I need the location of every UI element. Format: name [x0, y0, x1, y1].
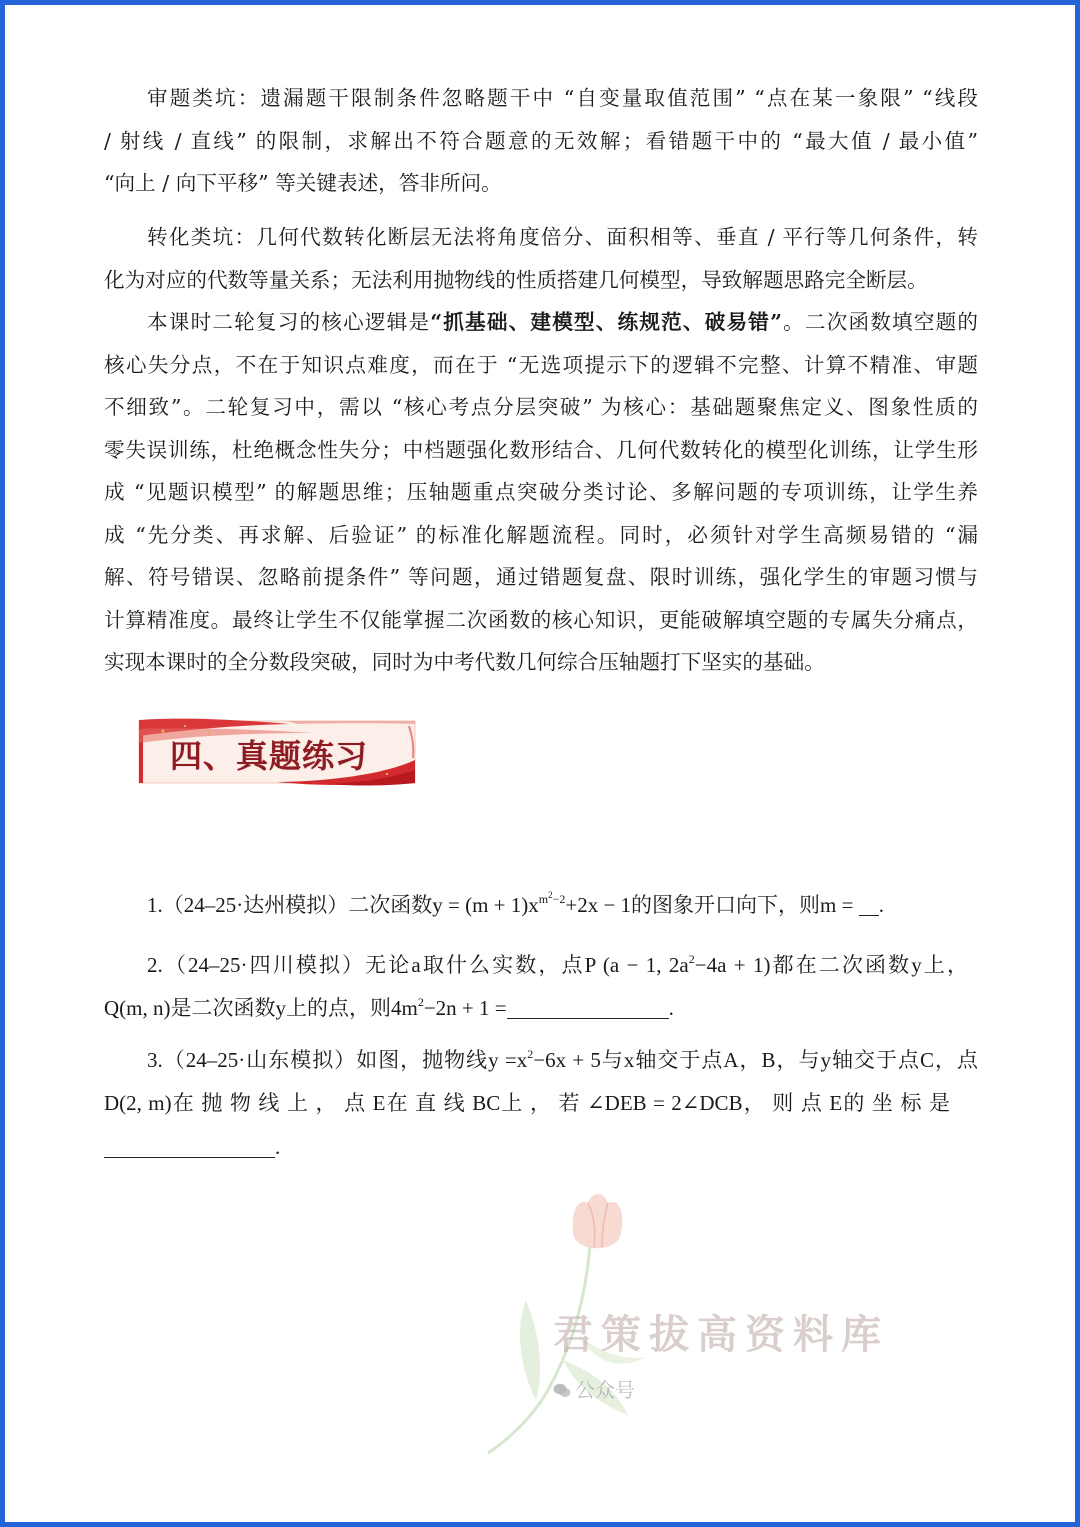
question-3-line-1: [147, 1045, 978, 1075]
question-text: −4a + 1)都在二次函数y上，: [694, 953, 968, 977]
exponent: [539, 892, 566, 906]
answer-blank: [104, 1137, 275, 1158]
body-line: 实现本课时的全分数段突破，同时为中考代数几何综合压轴题打下坚实的基础。: [104, 650, 825, 674]
question-end: .: [275, 1135, 281, 1159]
question-text: +2x − 1的图象开口向下，则m =: [565, 893, 859, 917]
answer-blank: [859, 895, 879, 916]
exponent-power: 2: [548, 890, 553, 900]
body-line: 成 “见题识模型” 的解题思维；压轴题重点突破分类讨论、多解问题的专项训练，让学生养: [104, 480, 978, 504]
key-logic-bold: “抓基础、建模型、练规范、破易错”: [430, 310, 782, 334]
body-line: “向上 / 向下平移” 等关键表述，答非所问。: [104, 171, 502, 195]
body-line: 核心失分点，不在于知识点难度，而在于 “无选项提示下的逻辑不完整、计算不精准、审题: [104, 353, 978, 377]
question-2-line-1: [147, 950, 968, 980]
body-line: 转化类坑：几何代数转化断层无法将角度倍分、面积相等、垂直 / 平行等几何条件，转: [147, 225, 978, 249]
body-line: 成 “先分类、再求解、后验证” 的标准化解题流程。同时，必须针对学生高频易错的 “漏: [104, 523, 978, 547]
body-text: 。二次函数填空题的: [781, 310, 979, 334]
question-3-line-2: D(2, m)在 抛 物 线 上 ， 点 E在 直 线 BC上 ， 若 ∠DEB = 2∠DCB， 则 点 E的 坐 标 是: [104, 1091, 950, 1115]
wechat-icon: [553, 1383, 571, 1398]
exponent: 2: [527, 1047, 534, 1061]
body-line: 计算精准度。最终让学生不仅能掌握二次函数的核心知识，更能破解填空题的专属失分痛点，: [104, 608, 978, 632]
exponent: 2: [417, 995, 424, 1009]
body-line: [147, 307, 978, 337]
watermark-title: 君策拔高资料库: [553, 1312, 889, 1358]
question-text: 3.（24–25·山东模拟）如图，抛物线y =x: [147, 1048, 528, 1072]
section-banner: [137, 718, 417, 786]
body-line: 零失误训练，杜绝概念性失分；中档题强化数形结合、几何代数转化的模型化训练，让学生形: [104, 438, 978, 462]
question-text: 1.（24–25·达州模拟）二次函数y = (m + 1)x: [147, 893, 539, 917]
question-end: .: [668, 996, 674, 1020]
watermark-subtitle-text: 公众号: [575, 1378, 635, 1402]
watermark-subtitle: [553, 1376, 635, 1404]
body-line: 审题类坑：遗漏题干限制条件忽略题干中 “自变量取值范围” “点在某一象限” “线段: [147, 86, 978, 110]
exponent-base: m: [538, 892, 549, 906]
question-text: 2.（24–25·四川模拟）无论a取什么实数，点P (a − 1, 2a: [147, 953, 689, 977]
exponent: 2: [688, 952, 695, 966]
body-text: 本课时二轮复习的核心逻辑是: [147, 310, 431, 334]
body-line: / 射线 / 直线” 的限制，求解出不符合题意的无效解；看错题干中的 “最大值 / 最小值”: [104, 129, 978, 153]
answer-blank: [507, 998, 669, 1019]
body-line: 解、符号错误、忽略前提条件” 等问题，通过错题复盘、限时训练，强化学生的审题习惯与: [104, 565, 978, 589]
question-1: [147, 890, 884, 920]
question-text: −6x + 5与x轴交于点A，B，与y轴交于点C，点: [533, 1048, 978, 1072]
question-text: Q(m, n)是二次函数y上的点，则4m: [104, 996, 418, 1020]
exponent-tail: −2: [552, 892, 566, 906]
question-text: −2n + 1 =: [423, 996, 507, 1020]
section-title: 四、真题练习: [170, 737, 369, 775]
question-end: .: [878, 893, 884, 917]
question-3-line-3: [104, 1132, 280, 1162]
body-line: 不细致”。二轮复习中，需以 “核心考点分层突破” 为核心：基础题聚焦定义、图象性质的: [104, 395, 978, 419]
body-line: 化为对应的代数等量关系；无法利用抛物线的性质搭建几何模型，导致解题思路完全断层。: [104, 268, 928, 292]
question-2-line-2: [104, 993, 674, 1023]
